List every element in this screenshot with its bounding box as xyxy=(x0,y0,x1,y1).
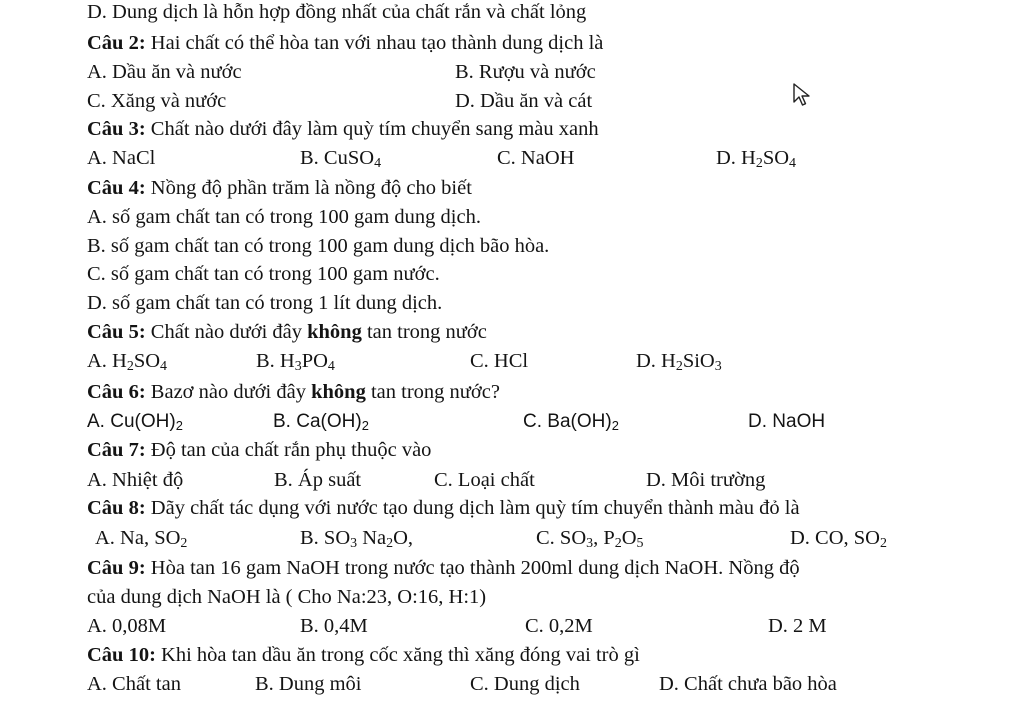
q6-option-b: B. $Ca(OH)_2$ xyxy=(273,411,369,433)
question-9 xyxy=(87,556,800,580)
question-4-label: Câu 4: xyxy=(87,177,146,199)
prev-option-d: D. Dung dịch là hỗn hợp đồng nhất của chất rắn và chất lỏng xyxy=(87,1,587,23)
question-9-text-line2: của dung dịch NaOH là ( Cho Na:23, O:16, H:1) xyxy=(87,586,487,608)
question-10 xyxy=(87,643,640,667)
question-3-text: Chất nào dưới đây làm quỳ tím chuyển sang màu xanh xyxy=(145,118,599,140)
q7-option-a: A. Nhiệt độ xyxy=(87,469,184,491)
q3-option-b: B. CuSO$_4$ xyxy=(300,147,382,172)
q9-option-b: B. 0,4M xyxy=(300,615,368,637)
question-2-text: Hai chất có thể hòa tan với nhau tạo thành dung dịch là xyxy=(145,32,604,54)
question-9-label: Câu 9: xyxy=(87,557,146,579)
question-10-text: Khi hòa tan dầu ăn trong cốc xăng thì xăng đóng vai trò gì xyxy=(155,644,640,666)
question-6-emphasis: không xyxy=(311,381,366,403)
q7-option-b: B. Áp suất xyxy=(274,469,362,491)
q10-option-d: D. Chất chưa bão hòa xyxy=(659,673,837,695)
question-3-label: Câu 3: xyxy=(87,118,146,140)
q3-option-d: D. $H_2SO_4$ xyxy=(716,147,797,172)
question-8-label: Câu 8: xyxy=(87,497,146,519)
q4-option-d: D. số gam chất tan có trong 1 lít dung dịch. xyxy=(87,292,443,314)
q8-option-d: D. CO, $SO_2$ xyxy=(790,527,887,552)
q9-option-a: A. 0,08M xyxy=(87,615,167,637)
question-5-emphasis: không xyxy=(307,321,362,343)
question-7 xyxy=(87,438,431,462)
q9-option-d: D. 2 M xyxy=(768,615,827,637)
q8-option-b: B. $SO_3$ $Na_2O$, xyxy=(300,527,414,552)
question-2 xyxy=(87,31,603,55)
q5-option-b: B. $H_3PO_4$ xyxy=(256,350,335,375)
q4-option-c: C. số gam chất tan có trong 100 gam nước. xyxy=(87,263,440,285)
question-10-label: Câu 10: xyxy=(87,644,156,666)
q2-option-d: D. Dầu ăn và cát xyxy=(455,90,593,112)
q9-option-c: C. 0,2M xyxy=(525,615,593,637)
question-7-label: Câu 7: xyxy=(87,439,146,461)
question-7-text: Độ tan của chất rắn phụ thuộc vào xyxy=(145,439,432,461)
q3-option-c: C. NaOH xyxy=(497,147,575,169)
q5-option-d: D. $H_2SiO_3$ xyxy=(636,350,722,375)
question-3 xyxy=(87,117,599,141)
question-4-text: Nồng độ phần trăm là nồng độ cho biết xyxy=(145,177,472,199)
question-6: Câu 6: Bazơ nào dưới đây không tan trong nước? xyxy=(87,381,500,403)
q8-option-a: A. Na, $SO_2$ xyxy=(95,527,188,552)
question-9-text: Hòa tan 16 gam NaOH trong nước tạo thành 200ml dung dịch NaOH. Nồng độ xyxy=(145,557,800,579)
q4-option-a: A. số gam chất tan có trong 100 gam dung dịch. xyxy=(87,206,481,228)
q2-option-b: B. Rượu và nước xyxy=(455,61,596,83)
q2-option-c: C. Xăng và nước xyxy=(87,90,227,112)
q4-option-b: B. số gam chất tan có trong 100 gam dung dịch bão hòa. xyxy=(87,235,550,257)
q7-option-c: C. Loại chất xyxy=(434,469,535,491)
q10-option-c: C. Dung dịch xyxy=(470,673,580,695)
q10-option-b: B. Dung môi xyxy=(255,673,362,695)
q6-option-d: D. NaOH xyxy=(748,411,826,432)
q7-option-d: D. Môi trường xyxy=(646,469,766,491)
q10-option-a: A. Chất tan xyxy=(87,673,181,695)
question-5-label: Câu 5: xyxy=(87,321,146,343)
q6-option-a: A. $Cu(OH)_2$ xyxy=(87,411,183,433)
q5-option-c: C. HCl xyxy=(470,350,529,372)
question-4 xyxy=(87,176,472,200)
q5-option-a: A. $H_2SO_4$ xyxy=(87,350,168,375)
q3-option-a: A. NaCl xyxy=(87,147,156,169)
question-2-label: Câu 2: xyxy=(87,32,146,54)
q6-option-c: C. $Ba(OH)_2$ xyxy=(523,411,619,433)
question-8 xyxy=(87,496,800,520)
q8-option-c: C. $SO_3$, $P_2O_5$ xyxy=(536,527,644,552)
question-8-text: Dãy chất tác dụng với nước tạo dung dịch làm quỳ tím chuyển thành màu đỏ là xyxy=(145,497,800,519)
question-6-label: Câu 6: xyxy=(87,381,146,403)
mouse-pointer-icon xyxy=(792,82,814,108)
question-5: Câu 5: Chất nào dưới đây không tan trong nước xyxy=(87,321,487,343)
q2-option-a: A. Dầu ăn và nước xyxy=(87,61,242,83)
